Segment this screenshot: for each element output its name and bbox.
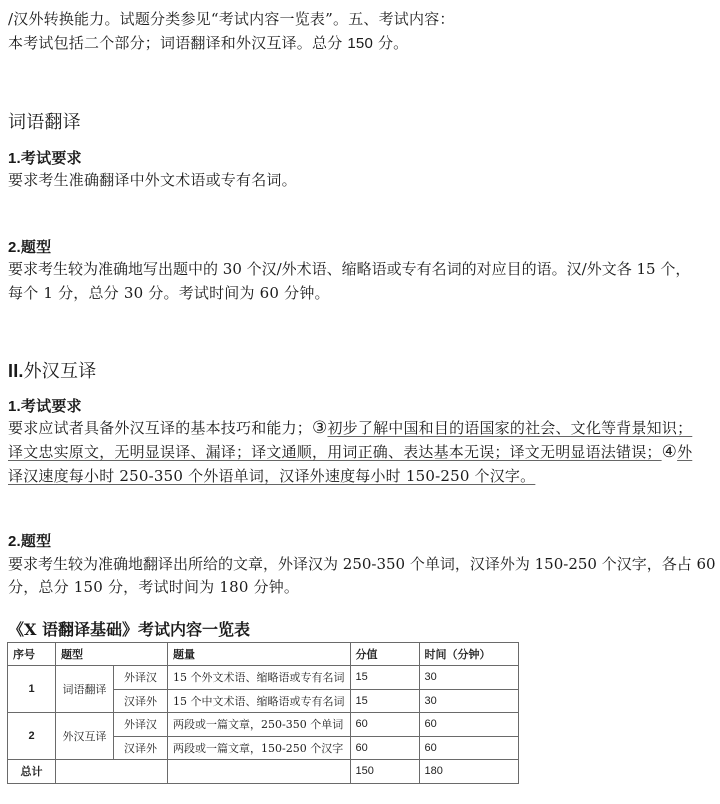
amount-cell: 两段或一篇文章，250-350 个单词 <box>168 713 351 737</box>
circled-number-4: ④ <box>661 442 678 462</box>
sub-type: 外译汉 <box>114 713 168 737</box>
total-label: 总计 <box>8 760 56 784</box>
intro-line-1: /汉外转换能力。试题分类参见“考试内容一览表”。五、考试内容： <box>8 10 455 28</box>
amount-cell: 15 个外文术语、缩略语或专有名词 <box>168 666 351 690</box>
section1-type-heading: 2.题型 <box>8 238 52 256</box>
table-header-row <box>8 643 519 666</box>
header-time: 时间（分钟） <box>419 643 518 666</box>
total-amount-empty <box>168 760 351 784</box>
table-row <box>8 666 519 690</box>
section1-title: 词语翻译 <box>8 112 81 133</box>
time-cell: 60 <box>419 736 518 760</box>
score-cell: 15 <box>350 666 419 690</box>
section2-req-heading: 1.考试要求 <box>8 397 82 415</box>
time-cell: 30 <box>419 666 518 690</box>
score-cell: 15 <box>350 689 419 713</box>
sub-type: 汉译外 <box>114 689 168 713</box>
circled-number-3: ③ <box>312 418 328 438</box>
section1-req-heading: 1.考试要求 <box>8 149 82 167</box>
amount-cell: 15 个中文术语、缩略语或专有名词 <box>168 689 351 713</box>
group-index: 2 <box>8 713 56 760</box>
total-type-empty <box>56 760 168 784</box>
section1-type-line-1: 要求考生较为准确地写出题中的 30 个汉/外术语、缩略语或专有名词的对应目的语。汉/外文各 15 个， <box>8 260 691 278</box>
time-cell: 30 <box>419 689 518 713</box>
sub-type: 汉译外 <box>114 736 168 760</box>
section2-type-line-2: 分，总分 150 分，考试时间为 180 分钟。 <box>8 578 300 596</box>
score-cell: 60 <box>350 736 419 760</box>
total-score: 150 <box>350 760 419 784</box>
header-index: 序号 <box>8 643 56 666</box>
table-row <box>8 713 519 737</box>
section2-type-line-1: 要求考生较为准确地翻译出所给的文章，外译汉为 250-350 个单词，汉译外为 150-250 个汉字，各占 60 <box>8 555 716 573</box>
section1-type-line-2: 每个 1 分，总分 30 分。考试时间为 60 分钟。 <box>8 284 330 302</box>
section2-req-line-1: 要求应试者具备外汉互译的基本技巧和能力；③初步了解中国和目的语国家的社会、文化等背景知识； <box>8 418 693 438</box>
total-time: 180 <box>419 760 518 784</box>
section2-title: II.外汉互译 <box>8 361 97 382</box>
header-amount: 题量 <box>168 643 351 666</box>
header-score: 分值 <box>350 643 419 666</box>
group-type: 外汉互译 <box>56 713 114 760</box>
exam-content-table <box>7 642 519 784</box>
amount-cell: 两段或一篇文章，150-250 个汉字 <box>168 736 351 760</box>
section2-req-line-2: 译文忠实原文，无明显误译、漏译；译文通顺，用词正确、表达基本无误；译文无明显语法错误；④外 <box>8 442 693 462</box>
underlined-text: 初步了解中国和目的语国家的社会、文化等背景知识； <box>327 419 693 437</box>
section1-req-text: 要求考生准确翻译中外文术语或专有名词。 <box>8 171 297 189</box>
table-caption: 《X 语翻译基础》考试内容一览表 <box>8 620 250 639</box>
header-type: 题型 <box>56 643 168 666</box>
sub-type: 外译汉 <box>114 666 168 690</box>
section2-req-line-3: 译汉速度每小时 250-350 个外语单词，汉译外速度每小时 150-250 个汉字。 <box>8 467 536 485</box>
intro-line-2: 本考试包括二个部分；词语翻译和外汉互译。总分 150 分。 <box>8 34 409 52</box>
group-type: 词语翻译 <box>56 666 114 713</box>
group-index: 1 <box>8 666 56 713</box>
time-cell: 60 <box>419 713 518 737</box>
score-cell: 60 <box>350 713 419 737</box>
table-total-row <box>8 760 519 784</box>
section2-type-heading: 2.题型 <box>8 532 52 550</box>
